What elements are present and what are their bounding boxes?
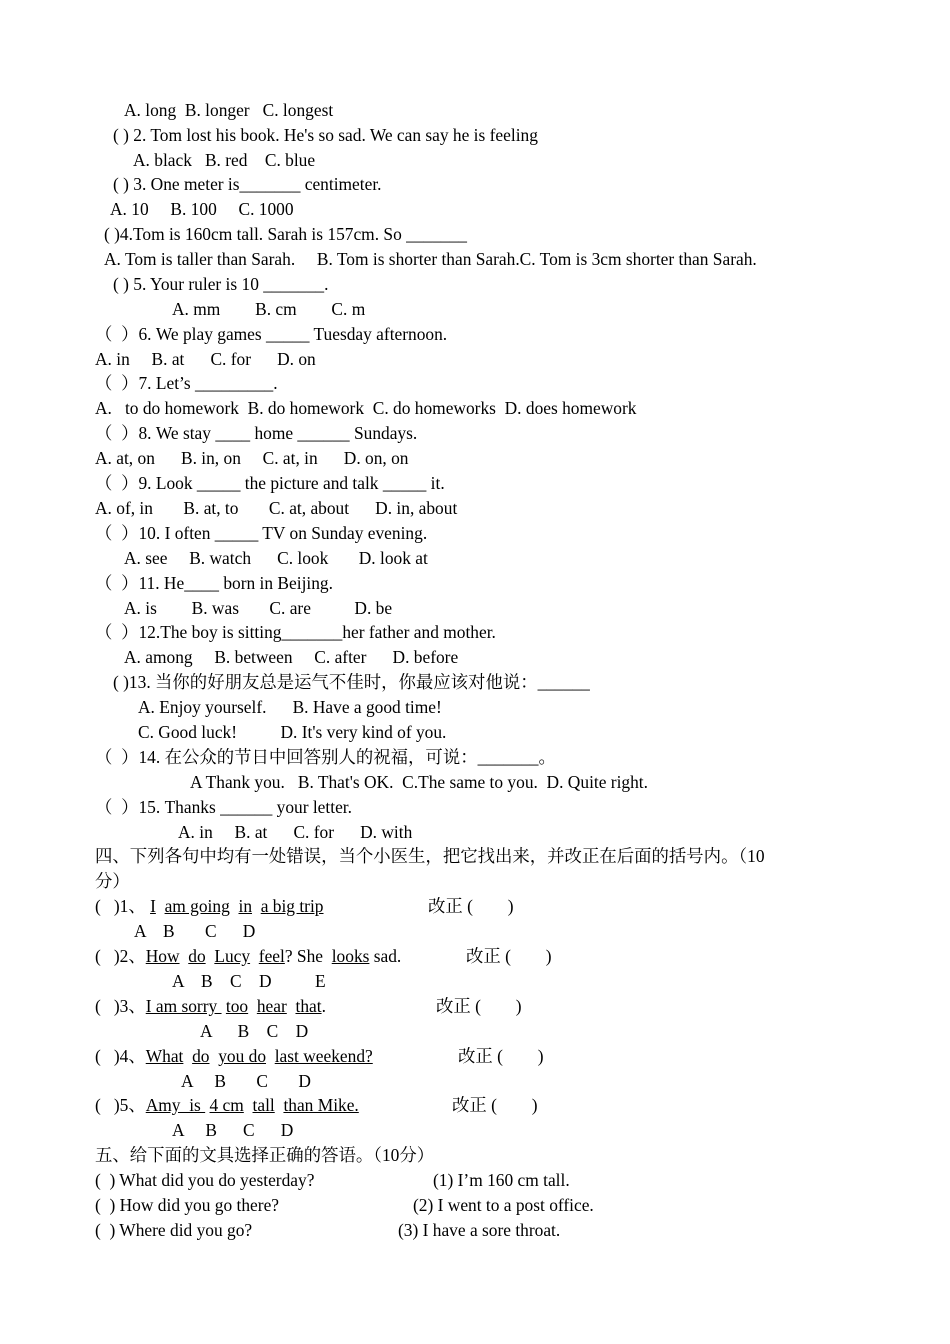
s4-3-end: . (321, 996, 326, 1016)
section5-title: 五、给下面的文具选择正确的答语。（10分） (95, 1145, 435, 1165)
section4-title-line2: 分） (95, 871, 130, 891)
q5-question: ( ) 5. Your ruler is 10 _______. (113, 274, 329, 294)
q7-question: （ ）7. Let’s _________. (95, 373, 278, 393)
q13-options-line1: A. Enjoy yourself. B. Have a good time! (138, 697, 442, 717)
q1-options: A. long B. longer C. longest (124, 100, 334, 120)
s4-3-part-d: that (295, 996, 322, 1016)
s4-item-4 (95, 1045, 373, 1067)
s4-5-letters: A B C D (172, 1120, 294, 1140)
q15-options: A. in B. at C. for D. with (178, 822, 413, 842)
s4-item-2 (95, 945, 401, 967)
s5-answer-2: (2) I went to a post office. (413, 1195, 594, 1215)
s4-5-correction: 改正 ( ) (452, 1095, 538, 1115)
s4-item-3-number: ( )3、 (95, 996, 146, 1016)
s4-5-part-c: tall (252, 1095, 275, 1115)
q15-question: （ ）15. Thanks ______ your letter. (95, 797, 352, 817)
q3-options: A. 10 B. 100 C. 1000 (110, 199, 294, 219)
q2-options: A. black B. red C. blue (133, 150, 316, 170)
s4-2-correction: 改正 ( ) (466, 946, 552, 966)
s5-question-3: ( ) Where did you go? (95, 1220, 253, 1240)
q13-options-line2: C. Good luck! D. It's very kind of you. (138, 722, 447, 742)
q7-options: A. to do homework B. do homework C. do homeworks D. does homework (95, 398, 637, 418)
s4-3-letters: A B C D (200, 1021, 309, 1041)
s5-question-2: ( ) How did you go there? (95, 1195, 280, 1215)
s4-4-correction: 改正 ( ) (458, 1046, 544, 1066)
q8-options: A. at, on B. in, on C. at, in D. on, on (95, 448, 409, 468)
s4-1-letters: A B C D (134, 921, 256, 941)
s4-4-part-b: do (192, 1046, 210, 1066)
s5-answer-1: (1) I’m 160 cm tall. (433, 1170, 570, 1190)
s4-item-1-number: ( )1、 (95, 896, 151, 916)
q8-question: （ ）8. We stay ____ home ______ Sundays. (95, 423, 418, 443)
s4-2-part-d: feel (258, 946, 285, 966)
q14-question: （ ）14. 在公众的节日中回答别人的祝福，可说：_______。 (95, 747, 556, 767)
s4-2-part-a: How (145, 946, 180, 966)
section4-title-line1: 四、下列各句中均有一处错误，当个小医生，把它找出来，并改正在后面的括号内。（10 (95, 846, 765, 866)
q10-question: （ ）10. I often _____ TV on Sunday evening. (95, 523, 428, 543)
s5-question-1: ( ) What did you do yesterday? (95, 1170, 315, 1190)
s4-item-5 (95, 1094, 359, 1116)
s4-3-part-c: hear (256, 996, 287, 1016)
s4-2-mid: ? She (284, 946, 328, 966)
q4-options: A. Tom is taller than Sarah. B. Tom is shorter than Sarah.C. Tom is 3cm shorter than Sarah. (104, 249, 757, 269)
q6-question: （ ）6. We play games _____ Tuesday afternoon. (95, 324, 448, 344)
s4-5-part-a: Amy is (145, 1095, 206, 1115)
q12-question: （ ）12.The boy is sitting_______her father and mother. (95, 622, 496, 642)
s4-1-part-b: am going (164, 896, 230, 916)
s4-3-correction: 改正 ( ) (436, 996, 522, 1016)
q6-options: A. in B. at C. for D. on (95, 349, 316, 369)
q9-options: A. of, in B. at, to C. at, about D. in, about (95, 498, 458, 518)
q11-question: （ ）11. He____ born in Beijing. (95, 573, 333, 593)
s4-2-part-e: looks (331, 946, 370, 966)
q5-options: A. mm B. cm C. m (172, 299, 366, 319)
s4-3-part-b: too (225, 996, 249, 1016)
s4-1-part-a: I (150, 896, 156, 916)
q12-options: A. among B. between C. after D. before (124, 647, 459, 667)
s4-5-part-d: than Mike. (283, 1095, 359, 1115)
q14-options: A Thank you. B. That's OK. C.The same to you. D. Quite right. (190, 772, 648, 792)
q4-question: ( )4.Tom is 160cm tall. Sarah is 157cm. So _______ (104, 224, 467, 244)
s5-answer-3: (3) I have a sore throat. (398, 1220, 561, 1240)
s4-item-5-number: ( )5、 (95, 1095, 146, 1115)
s4-1-correction: 改正 ( ) (428, 896, 514, 916)
s4-2-part-b: do (188, 946, 206, 966)
s4-4-part-c: you do (218, 1046, 267, 1066)
q3-question: ( ) 3. One meter is_______ centimeter. (113, 174, 382, 194)
q10-options: A. see B. watch C. look D. look at (124, 548, 428, 568)
s4-item-3 (95, 995, 326, 1017)
q2-question: ( ) 2. Tom lost his book. He's so sad. We can say he is feeling (113, 125, 538, 145)
s4-1-part-c: in (238, 896, 253, 916)
s4-1-part-d: a big trip (260, 896, 324, 916)
q13-question: ( )13. 当你的好朋友总是运气不佳时，你最应该对他说：______ (113, 672, 590, 692)
s4-4-letters: A B C D (181, 1071, 311, 1091)
s4-5-part-b: 4 cm (209, 1095, 244, 1115)
q11-options: A. is B. was C. are D. be (124, 598, 393, 618)
q9-question: （ ）9. Look _____ the picture and talk _____ it. (95, 473, 445, 493)
s4-2-part-c: Lucy (214, 946, 251, 966)
s4-item-2-number: ( )2、 (95, 946, 146, 966)
s4-4-part-d: last weekend? (274, 1046, 373, 1066)
s4-3-part-a: I am sorry (145, 996, 222, 1016)
s4-item-1 (95, 895, 324, 917)
s4-2-letters: A B C D E (172, 971, 326, 991)
s4-4-part-a: What (145, 1046, 184, 1066)
s4-2-end: sad. (369, 946, 402, 966)
s4-item-4-number: ( )4、 (95, 1046, 146, 1066)
